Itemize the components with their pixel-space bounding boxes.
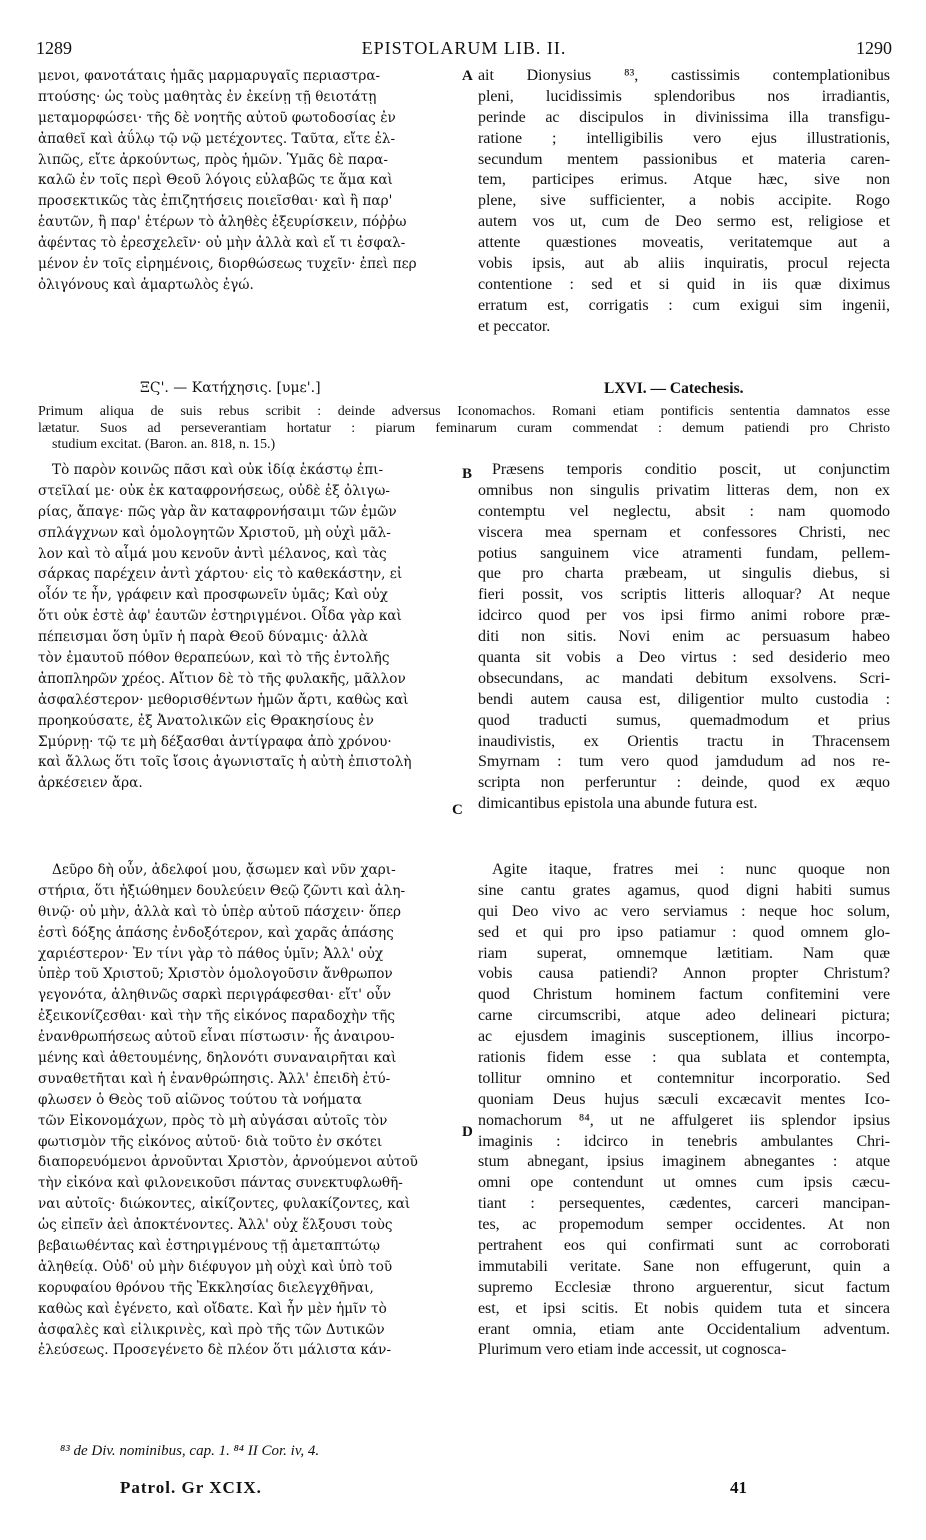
latin-text-line: riam superat, omnemque lætitiam. Nam quæ <box>478 944 890 962</box>
greek-text-line: χαριέστερον· Ἐν τίνι γὰρ τὸ πάθος ὑμῖν; Ἀλλ' οὐχ <box>38 945 384 962</box>
latin-text-line: omni ope contendunt ut omnes cum ipsis cæcu- <box>478 1174 890 1192</box>
greek-text-line: ἑαυτῶν, ἢ παρ' ἑτέρων τὸ ἀληθὲς ἐξευρίσκειν, πόῤῥω <box>38 214 407 231</box>
greek-text-line: σάρκας παρέχειν ἀντὶ χάρτου· εἰς τὸ καθεκάστην, εἰ <box>38 566 403 583</box>
page-number-left: 1289 <box>36 38 72 58</box>
greek-text-line: μενοι, φανοτάταις ἡμᾶς μαρμαρυγαῖς περιαστρα- <box>38 68 381 84</box>
latin-text-line: attente quæstiones moveatis, veritatemque aut a <box>478 234 890 252</box>
latin-text-line: imaginis : idcirco in tenebris ambulantes Chri- <box>478 1132 890 1150</box>
latin-text-line: vobis causa patiendi? Annon propter Christum? <box>478 965 890 983</box>
footer-patrologia: Patrol. Gr XCIX. <box>120 1478 262 1497</box>
latin-text-line: idcirco quod per vos ipsi firmo animi robore præ- <box>478 607 890 625</box>
greek-text-line: πέπεισμαι ὅση ὑμῖν ἡ παρὰ Θεοῦ δύναμις· ἀλλὰ <box>38 629 369 646</box>
greek-text-line: τὸν ἐμαυτοῦ πόθον θεραπεύων, καὶ τὸ τῆς ἐντολῆς <box>38 650 390 667</box>
latin-text-line: est, et ipsi scitis. Et nobis quidem tuta et sincera <box>478 1299 890 1317</box>
latin-text-line: tollitur omnino et contemnitur incorporatio. Sed <box>478 1069 890 1087</box>
footnotes: ⁸³ de Div. nominibus, cap. 1. ⁸⁴ II Cor. iv, 4. <box>60 1443 320 1459</box>
latin-text-line: secundum mentem passionibus et materia caren- <box>478 150 890 168</box>
greek-text-line: ἐστὶ δόξης ἁπάσης ἐνδοξότερον, καὶ χαρᾶς ἁπάσης <box>38 924 394 941</box>
latin-text-line: pertrahent eos qui confirmati sunt ac corroborati <box>478 1237 890 1255</box>
latin-text-line: perinde ac discipulos in divinissima illa transfigu- <box>478 108 890 126</box>
greek-text-line: σπλάγχνων καὶ ὁμολογητῶν Χριστοῦ, μὴ οὐχὶ μᾶλ- <box>38 524 391 541</box>
latin-text-line: et peccator. <box>478 317 551 335</box>
latin-text-line: contemptu vel neglectu, absit : nam quomodo <box>478 502 890 520</box>
latin-text-line: quod Christum hominem factum confitemini vere <box>478 986 890 1004</box>
latin-text-line: Plurimum vero etiam inde accessit, ut cognosca- <box>478 1341 787 1359</box>
latin-text-line: viscera mea spernam et confessores Christi, nec <box>478 523 890 541</box>
greek-section-title: ΞϚ'. — Κατήχησις. [υμε'.] <box>140 380 321 396</box>
latin-text-line: Smyrnam : tum vero quod jamdudum ad nos re- <box>478 753 890 771</box>
greek-text-line: στεῖλαί με· οὐκ ἐκ καταφρονήσεως, οὐδὲ ἐξ ὀλιγω- <box>38 482 390 499</box>
latin-text-line: diti non sitis. Novi enim ac persuasum habeo <box>478 628 890 646</box>
greek-text-line: Σμύρνῃ· τῷ τε μὴ δέξασθαι ἀντίγραφα ἀπὸ χρόνου· <box>38 733 392 750</box>
footer-sheet-number: 41 <box>730 1478 747 1497</box>
margin-marker-b: B <box>462 466 473 482</box>
latin-text-line: stum abnegant, ipsius imaginem abnegantes : atque <box>478 1153 890 1171</box>
margin-marker-c: C <box>452 802 463 818</box>
greek-text-line: μένον ἐν τοῖς εἰρημένοις, διορθώσεως τυχεῖν· ἐπεὶ περ <box>38 256 417 273</box>
greek-text-line: ἀπαθεῖ καὶ ἀΰλῳ τῷ νῷ μετέχοντες. Ταῦτα, εἴτε ἐλ- <box>38 130 396 147</box>
latin-text-line: inaudivistis, ex Orientis tractu in Thracensem <box>478 732 890 750</box>
latin-text-line: omnibus non singulis privatim litteras dem, non ex <box>478 481 890 499</box>
summary-line: studium excitat. (Baron. an. 818, n. 15.) <box>52 437 276 452</box>
latin-text-line: Præsens temporis conditio poscit, ut conjunctim <box>492 461 890 478</box>
latin-text-line: fieri possit, vos scriptis litteris alloquar? At neque <box>478 586 890 604</box>
latin-text-line: Agite itaque, fratres mei : nunc quoque non <box>492 861 890 878</box>
latin-text-line: obsecundans, ac mandati debitum exsolvens. Scri- <box>478 669 890 687</box>
greek-column-body-1 <box>38 460 458 794</box>
latin-text-line: vobis ipsis, aut ab aliis inquiratis, procul rejecta <box>478 255 890 273</box>
latin-text-line: qui Deo vivo ac vero serviamus : neque hoc solum, <box>478 902 890 920</box>
latin-text-line: plene, sive sufficienter, a nobis accipite. Rogo <box>478 192 890 210</box>
latin-text-line: quoniam Deus hujus sæculi excæcavit mentes Ico- <box>478 1090 890 1108</box>
latin-text-line: immutabili veritate. Sane non effugerunt, quin a <box>478 1257 890 1275</box>
greek-text-line: ρίας, ἄπαγε· πῶς γὰρ ἂν καταφρονήσαιμι τῶν ἐμῶν <box>38 503 397 520</box>
latin-text-line: ac ejusdem imaginis susceptionem, illius incorpo- <box>478 1028 890 1046</box>
margin-marker-d: D <box>462 1124 473 1140</box>
letter-summary <box>38 404 890 454</box>
greek-text-line: προσεκτικῶς τὰς ἐπιζητήσεις ποιεῖσθαι· καὶ ἢ παρ' <box>38 193 393 210</box>
greek-text-line: ἐλεύσεως. Προσεγένετο δὲ πλέον ὅτι μάλιστα κάν- <box>38 1342 392 1359</box>
greek-text-line: ἀσφαλέστερον· μεθορισθέντων ἡμῶν ἄρτι, καθὼς καὶ <box>38 691 409 708</box>
latin-column-body-1 <box>478 460 890 815</box>
greek-text-line: καλῶ ἐν τοῖς περὶ Θεοῦ λόγοις εὐλαβῶς τε ἅμα καὶ <box>38 172 393 189</box>
greek-text-line: ὡς εἰπεῖν ἀεὶ ἀποκτένοντες. Ἀλλ' οὐχ ἕλξουσι τοὺς <box>38 1217 393 1234</box>
greek-text-line: διαπορευόμενοι ἀρνοῦνται Χριστὸν, ἀρνούμενοι αὐτοῦ <box>38 1154 418 1171</box>
greek-text-line: λον καὶ τὸ αἷμά μου κενοῦν ἀντὶ μέλανος, καὶ τὰς <box>38 545 387 562</box>
latin-text-line: erant omnia, etiam ante Occidentalium adventum. <box>478 1320 890 1338</box>
latin-text-line: quod traducti sumus, quemadmodum et prius <box>478 711 890 729</box>
greek-text-line: πτούσης· ὡς τοὺς μαθητὰς ἐν ἐκείνῃ τῇ θειοτάτῃ <box>38 88 377 105</box>
latin-text-line: quanta sit vobis a Deo virtus : sed desiderio meo <box>478 649 890 667</box>
latin-text-line: ratione ; intelligibilis vero ejus illustrationis, <box>478 129 890 147</box>
summary-line: lætatur. Suos ad perseverantiam hortatur : piarum feminarum curam commendat : demum patiendi pro Christo <box>38 420 890 436</box>
greek-text-line: μεταμορφώσει· τῆς δὲ νοητῆς αὐτοῦ φωτοδοσίας ἐν <box>38 109 396 126</box>
latin-text-line: scripta non perferuntur : deinde, quod ex æquo <box>478 774 890 792</box>
greek-text-line: ὅτι οὐκ ἐστὲ ἀφ' ἑαυτῶν ἐστηριγμένοι. Οἶδα γὰρ καὶ <box>38 608 402 625</box>
latin-text-line: pleni, lucidissimis splendoribus nos irradiantis, <box>478 87 890 105</box>
latin-text-line: que pro charta præbeam, ut singulis diebus, si <box>478 565 890 583</box>
greek-text-line: ἀληθείᾳ. Οὐδ' οὐ μὴν διέφυγον μὴ οὐχὶ καὶ ὑπὸ τοῦ <box>38 1258 393 1275</box>
latin-text-line: tes, ac propemodum semper occidentes. At non <box>478 1216 890 1234</box>
greek-text-line: Δεῦρο δὴ οὖν, ἀδελφοί μου, ᾄσωμεν καὶ νῦν χαρι- <box>52 862 396 878</box>
greek-text-line: φλωσεν ὁ Θεὸς τοῦ αἰῶνος τούτου τὰ νοήματα <box>38 1091 362 1108</box>
greek-text-line: μένης καὶ ἀθετουμένης, δηλονότι συναναιρῆται καὶ <box>38 1050 397 1067</box>
latin-text-line: dimicantibus epistola una abunde futura est. <box>478 795 758 813</box>
greek-text-line: κορυφαίου θρόνου τῆς Ἐκκλησίας διελεγχθῆναι, <box>38 1279 374 1296</box>
latin-text-line: autem vos ut, cum de Deo sermo est, religiose et <box>478 213 890 231</box>
latin-text-line: ait Dionysius ⁸³, castissimis contemplationibus <box>478 67 890 84</box>
latin-text-line: nomachorum ⁸⁴, ut ne affulgeret iis splendor ipsius <box>478 1111 890 1129</box>
greek-text-line: θινῷ· οὐ μὴν, ἀλλὰ καὶ τὸ ὑπὲρ αὐτοῦ πάσχειν· ὅπερ <box>38 903 402 920</box>
latin-text-line: carne circumscribi, atque adeo delineari pictura; <box>478 1007 890 1025</box>
latin-text-line: erratum est, corrigatis : cum exigui sim ingenii, <box>478 296 890 314</box>
latin-text-line: tem, participes erimus. Atque hæc, sive non <box>478 171 890 189</box>
greek-text-line: βεβαιωθέντας καὶ ἐστηριγμένους τῇ ἀμεταπτώτῳ <box>38 1238 380 1255</box>
greek-text-line: ἀφέντας τὸ ἐρεσχελεῖν· οὐ μὴν ἀλλὰ καὶ εἴ τι ἐσφαλ- <box>38 235 406 252</box>
greek-text-line: καθὼς καὶ ἐγένετο, καὶ οἴδατε. Καὶ ἦν μὲν ἡμῖν τὸ <box>38 1300 387 1317</box>
greek-text-line: προηκούσατε, ἐξ Ἀνατολικῶν εἰς Θρακησίους ἐν <box>38 712 374 729</box>
summary-line: Primum aliqua de suis rebus scribit : deinde adversus Iconomachos. Romani etiam pontificis sententia damnatos esse <box>38 404 890 419</box>
greek-text-line: τῶν Εἰκονομάχων, πρὸς τὸ μὴ αὐγάσαι αὐτοῖς τὸν <box>38 1112 388 1129</box>
greek-text-line: ἐξεικονίζεσθαι· καὶ τὴν τῆς εἰκόνος παραδοχὴν τῆς <box>38 1008 395 1025</box>
greek-text-line: ἀρκέσειεν ἄρα. <box>38 775 143 792</box>
latin-text-line: supremo Ecclesiæ throno arguerentur, sicut factum <box>478 1278 890 1296</box>
latin-text-line: sine cantu grates agamus, quod digni habiti sumus <box>478 881 890 899</box>
greek-text-line: φωτισμὸν τῆς εἰκόνος αὐτοῦ· διὰ τοῦτο ἐν σκότει <box>38 1133 383 1150</box>
greek-text-line: γεγονότα, ἀληθινῶς σαρκὶ περιγράφεσθαι· εἴτ' οὖν <box>38 987 392 1004</box>
running-header <box>36 38 892 66</box>
latin-text-line: rationis fidem esse : qua sublata et contempta, <box>478 1049 890 1067</box>
greek-text-line: ὑπὲρ τοῦ Χριστοῦ; Χριστὸν ὁμολογοῦσιν ἄνθρωπον <box>38 966 393 983</box>
greek-text-line: Τὸ παρὸν κοινῶς πᾶσι καὶ οὐκ ἰδίᾳ ἑκάστῳ ἐπι- <box>52 462 384 478</box>
greek-text-line: στήρια, ὅτι ἠξιώθημεν δουλεύειν Θεῷ ζῶντι καὶ ἀλη- <box>38 882 406 899</box>
latin-text-line: tiant : persequentes, cædentes, carceri mancipan- <box>478 1195 890 1213</box>
latin-column-top <box>478 66 890 338</box>
greek-text-line: ἐνανθρωπήσεως αὐτοῦ εἶναι πίστωσιν· ἧς ἀναιρου- <box>38 1029 395 1046</box>
latin-column-body-2 <box>478 860 890 1361</box>
latin-text-line: contentione : sed et si quid in iis quæ diximus <box>478 275 890 293</box>
greek-text-line: ἀποπληρῶν χρέος. Αἴτιον δὲ τὸ τῆς φυλακῆς, μᾶλλον <box>38 670 406 687</box>
latin-text-line: potius sanguinem vice atramenti fundam, pellem- <box>478 544 890 562</box>
greek-text-line: συναθετῆται καὶ ἡ ἐνανθρώπησις. Ἀλλ' ἐπειδὴ ἐτύ- <box>38 1070 391 1087</box>
page-number-right: 1290 <box>856 38 892 58</box>
greek-text-line: ναι αὐτοῖς· διώκοντες, αἰκίζοντες, φυλακίζοντες, καὶ <box>38 1196 411 1213</box>
greek-text-line: οἷόν τε ἦν, γράφειν καὶ προσφωνεῖν ὑμᾶς; Καὶ οὐχ <box>38 587 388 604</box>
greek-column-top <box>38 66 458 296</box>
greek-column-body-2 <box>38 860 458 1361</box>
latin-text-line: sed et qui pro ipso patiamur : quod omnem glo- <box>478 923 890 941</box>
greek-text-line: ἀσφαλὲς καὶ εἰλικρινὲς, καὶ πρὸ τῆς τῶν Δυτικῶν <box>38 1321 385 1338</box>
margin-marker-a: A <box>462 68 473 84</box>
latin-section-title: LXVI. — Catechesis. <box>604 380 744 397</box>
greek-text-line: τὴν εἰκόνα καὶ φιλονεικοῦσι πάντας συνεκτυφλωθῆ- <box>38 1175 403 1192</box>
greek-text-line: καὶ ἄλλως ὅτι τοῖς ἴσοις ἀγωνισταῖς ἡ αὐτὴ ἐπιστολὴ <box>38 754 412 771</box>
latin-text-line: bendi autem causa est, diligentior multo custodia : <box>478 690 890 708</box>
greek-text-line: ὀλιγόνους καὶ ἁμαρτωλὸς ἐγώ. <box>38 276 254 293</box>
greek-text-line: λιπῶς, εἴτε ἀρκούντως, πρὸς ἡμῶν. Ὑμᾶς δὲ παρα- <box>38 151 388 168</box>
running-title: EPISTOLARUM LIB. II. <box>361 38 567 58</box>
